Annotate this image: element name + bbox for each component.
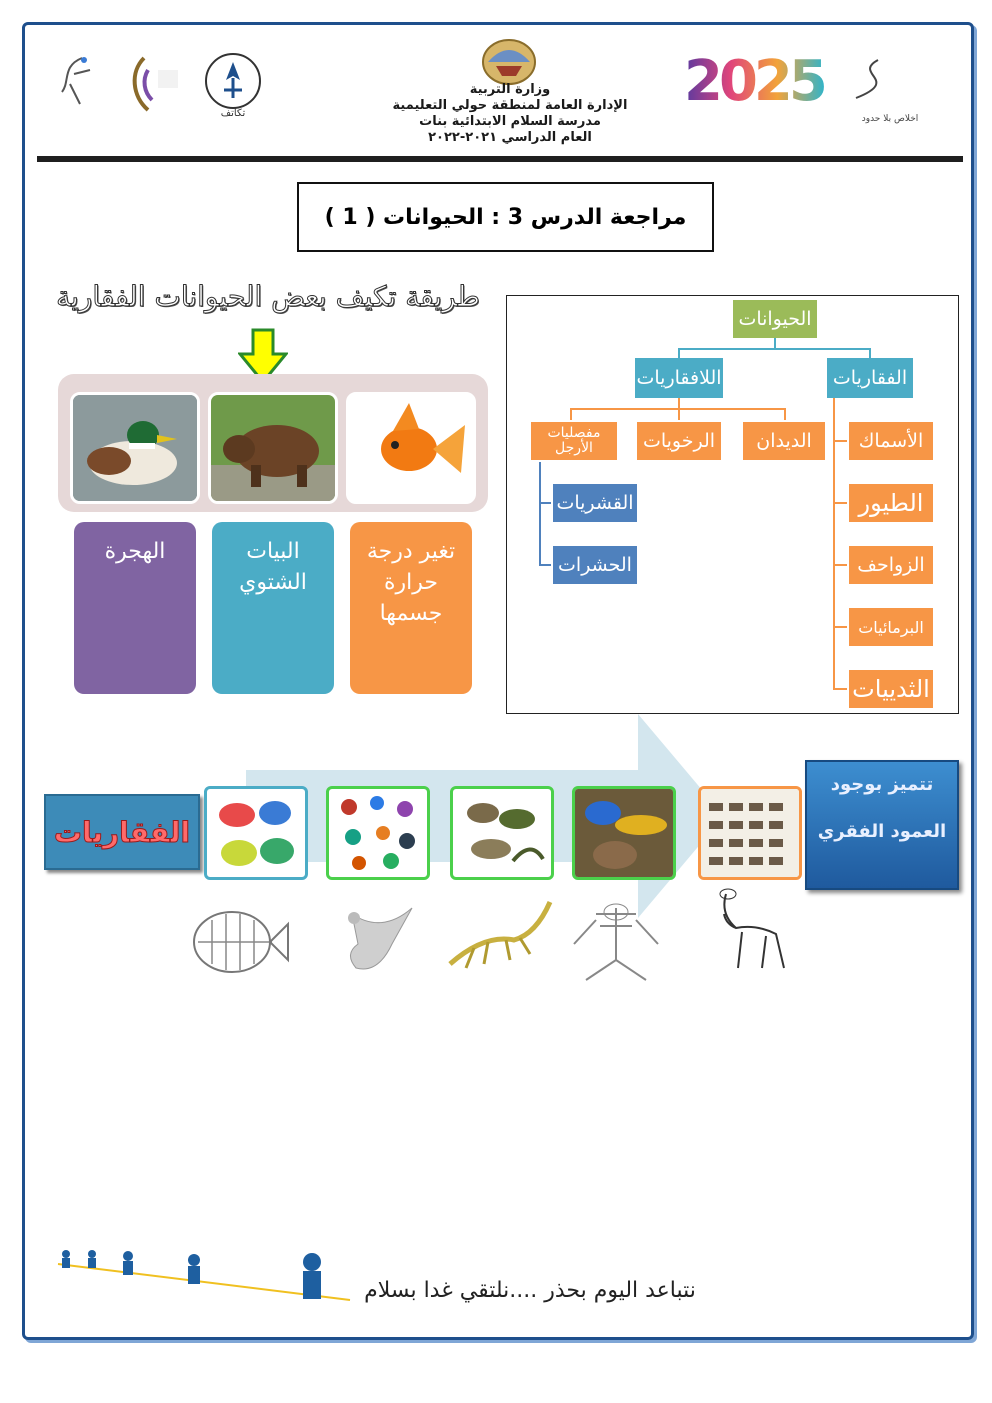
bear-photo xyxy=(208,392,338,504)
header-text xyxy=(360,82,660,146)
school-name: مدرسة السلام الابتدائية بنات xyxy=(419,114,601,129)
tree-connector xyxy=(539,564,551,566)
tree-connector xyxy=(833,626,847,628)
takatof-logo-icon xyxy=(202,50,264,112)
runner-logo-icon xyxy=(52,52,96,112)
tree-amphibians: البرمائيات xyxy=(847,606,935,648)
fish-group-thumb xyxy=(204,786,308,880)
tree-connector xyxy=(833,502,847,504)
reptile-skeleton-icon xyxy=(444,894,556,980)
tree-connector xyxy=(774,338,776,348)
tree-worms: الديدان xyxy=(741,420,827,462)
swoosh-logo-icon xyxy=(842,54,936,104)
backbone-note-line1: تتميز بوجود xyxy=(830,774,934,795)
tree-connector xyxy=(678,348,870,350)
tree-connector xyxy=(678,398,680,408)
animal-classification-tree xyxy=(506,295,959,714)
kuwait-emblem-icon xyxy=(478,32,540,86)
tree-birds: الطيور xyxy=(847,482,935,524)
tree-insects: الحشرات xyxy=(551,544,639,586)
mammal-skeleton-icon xyxy=(706,884,798,976)
tree-root: الحيوانات xyxy=(733,300,817,338)
backbone-note xyxy=(805,760,959,890)
right-logo-caption: اخلاص بلا حدود xyxy=(861,114,919,124)
fish-skeleton-icon xyxy=(186,896,290,986)
bird-skeleton-icon xyxy=(332,894,426,986)
adaptation-card-hibernation: البيات الشتوي xyxy=(212,522,334,694)
tree-mollusks: الرخويات xyxy=(635,420,723,462)
adaptation-card-temperature: تغير درجة حرارة جسمها xyxy=(350,522,472,694)
reptiles-group-thumb xyxy=(450,786,554,880)
takatof-caption: تكاتف xyxy=(220,108,246,119)
frog-skeleton-icon xyxy=(566,900,666,984)
mammals-group-thumb xyxy=(698,786,802,880)
tree-reptiles: الزواحف xyxy=(847,544,935,586)
tree-connector xyxy=(678,408,680,420)
tree-connector xyxy=(784,408,786,420)
distancing-figures-icon xyxy=(54,1244,354,1306)
tree-connector xyxy=(570,408,572,420)
tree-connector xyxy=(539,462,541,566)
header-divider xyxy=(37,156,963,162)
tree-connector xyxy=(539,502,551,504)
tree-connector xyxy=(678,348,680,358)
vertebrates-label: الفقاريات xyxy=(44,794,200,870)
tree-vertebrates: الفقاريات xyxy=(827,358,913,398)
tree-fish: الأسماك xyxy=(847,420,935,462)
adaptation-card-migration: الهجرة xyxy=(74,522,196,694)
school-emblem-icon xyxy=(126,52,180,116)
vision-2025-logo: 2025 xyxy=(684,49,824,114)
school-year: العام الدراسي ٢٠٢١-٢٠٢٢ xyxy=(428,130,592,145)
tree-crustaceans: القشريات xyxy=(551,482,639,524)
tree-connector xyxy=(833,564,847,566)
footer-message: نتباعد اليوم بحذر ....نلتقي غدا بسلام xyxy=(364,1278,696,1303)
duck-photo xyxy=(70,392,200,504)
amphibians-group-thumb xyxy=(572,786,676,880)
animal-photo-panel xyxy=(58,374,488,512)
lesson-title: مراجعة الدرس 3 : الحيوانات ( 1 ) xyxy=(297,182,714,252)
tree-connector xyxy=(869,348,871,358)
tree-arthropods: مفصليات الأرجل xyxy=(529,420,619,462)
backbone-note-line2: العمود الفقري xyxy=(817,821,947,842)
directorate-name: الإدارة العامة لمنطقة حولي التعليمية xyxy=(392,98,628,113)
ministry-name: وزارة التربية xyxy=(469,82,551,97)
tree-invertebrates: اللافقاريات xyxy=(635,358,723,398)
birds-group-thumb xyxy=(326,786,430,880)
adaptation-heading: طريقة تكيف بعض الحيوانات الفقارية xyxy=(56,280,480,313)
goldfish-photo xyxy=(346,392,476,504)
tree-mammals: الثدييات xyxy=(847,668,935,710)
tree-connector xyxy=(833,688,847,690)
tree-connector xyxy=(833,440,847,442)
